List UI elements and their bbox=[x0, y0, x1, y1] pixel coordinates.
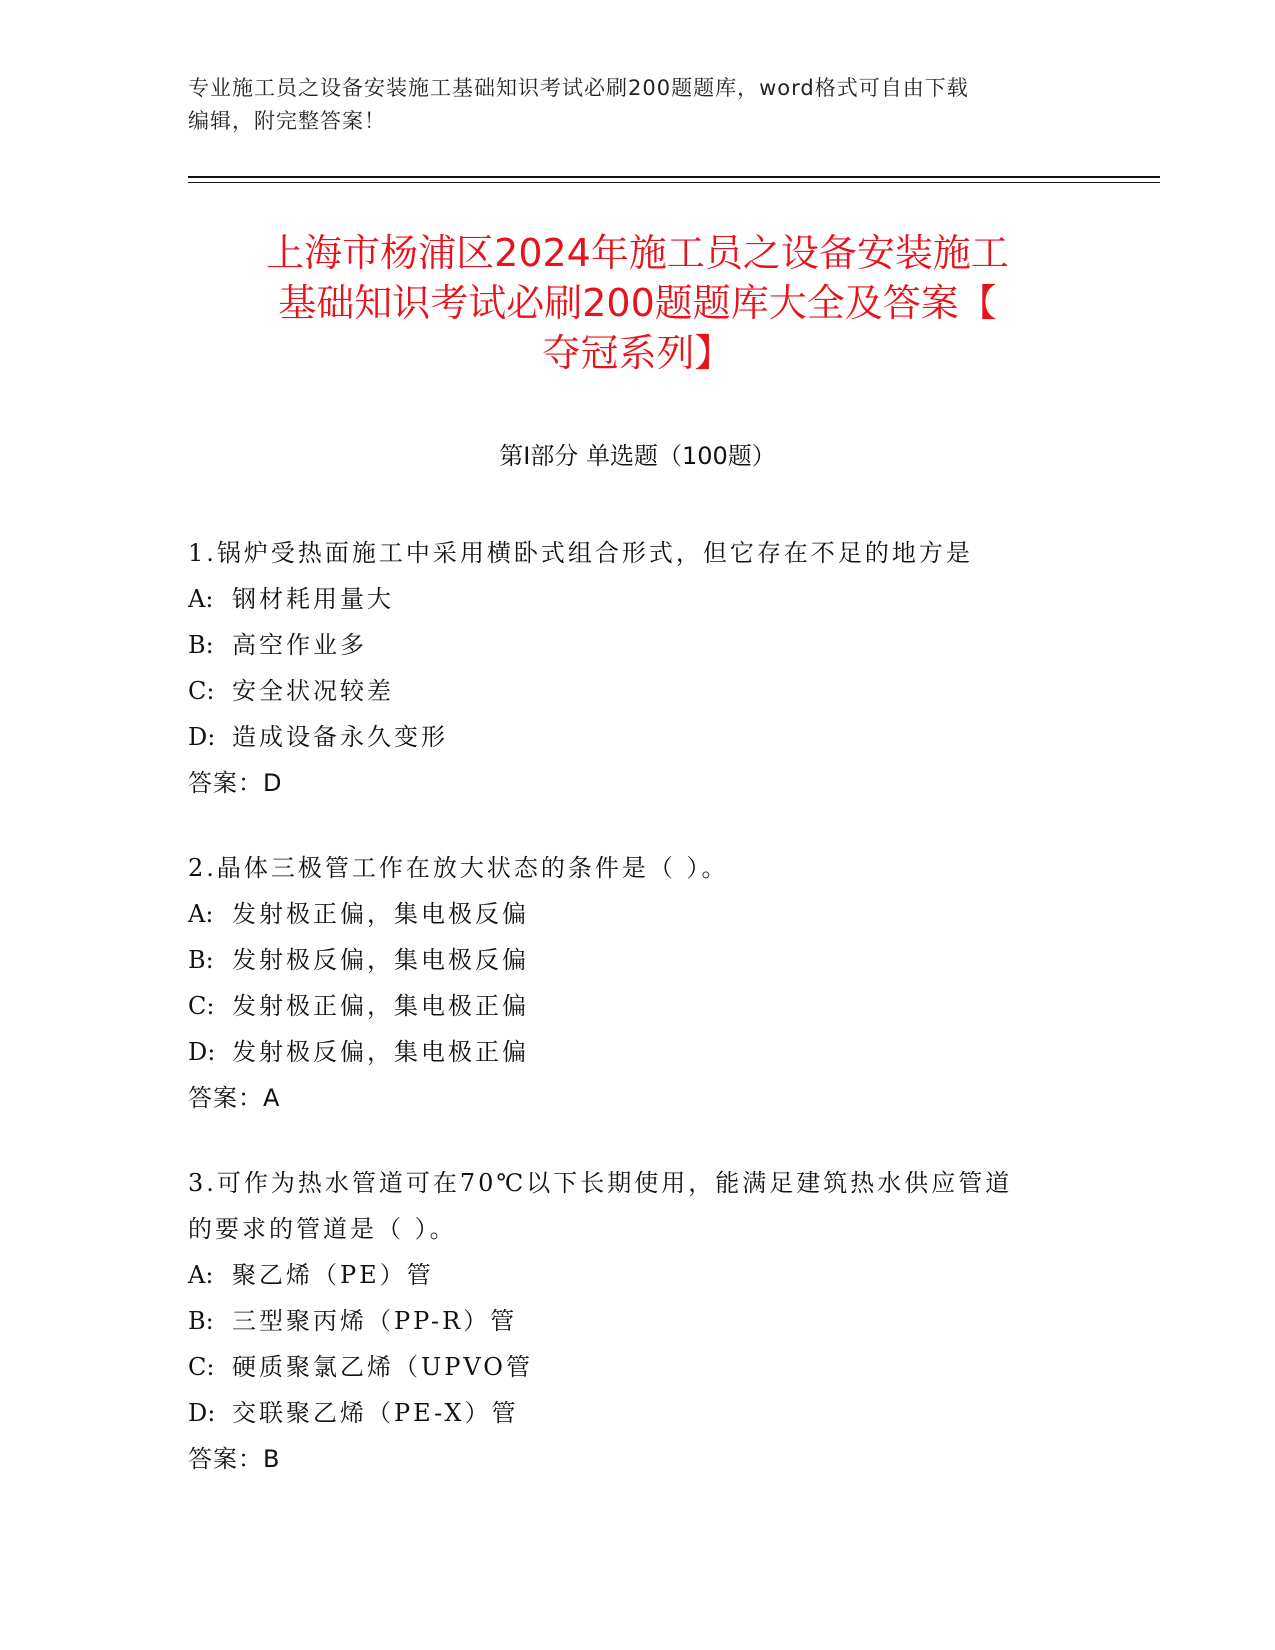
header-divider-thick bbox=[188, 176, 1160, 178]
option-letter: D: bbox=[188, 723, 216, 751]
option-text: 造成设备永久变形 bbox=[232, 723, 448, 751]
option-d bbox=[188, 714, 1088, 760]
question-3 bbox=[188, 1160, 1088, 1482]
option-d bbox=[188, 1390, 1088, 1436]
option-text: 聚乙烯（PE）管 bbox=[232, 1261, 434, 1289]
option-text: 高空作业多 bbox=[232, 631, 367, 659]
question-stem: 1.锅炉受热面施工中采用横卧式组合形式，但它存在不足的地方是 bbox=[188, 539, 973, 567]
header-note bbox=[188, 72, 1088, 138]
option-letter: B: bbox=[188, 946, 214, 974]
question-stem-continued: 的要求的管道是（ ）。 bbox=[188, 1215, 457, 1243]
option-c bbox=[188, 1344, 1088, 1390]
answer: 答案：D bbox=[188, 769, 283, 797]
option-text: 安全状况较差 bbox=[232, 677, 394, 705]
option-text: 发射极正偏，集电极反偏 bbox=[232, 900, 529, 928]
header-note-line1: 专业施工员之设备安装施工基础知识考试必刷200题题库，word格式可自由下载 bbox=[188, 76, 969, 100]
title-line1: 上海市杨浦区2024年施工员之设备安装施工 bbox=[266, 231, 1009, 275]
option-a bbox=[188, 576, 1088, 622]
option-a bbox=[188, 1252, 1088, 1298]
option-letter: D: bbox=[188, 1399, 216, 1427]
option-d bbox=[188, 1029, 1088, 1075]
header-note-line2: 编辑，附完整答案！ bbox=[188, 109, 386, 133]
option-b bbox=[188, 1298, 1088, 1344]
document-title bbox=[150, 228, 1125, 378]
option-text: 发射极反偏，集电极正偏 bbox=[232, 1038, 529, 1066]
option-text: 发射极正偏，集电极正偏 bbox=[232, 992, 529, 1020]
question-2 bbox=[188, 845, 1088, 1121]
title-line3: 夺冠系列】 bbox=[542, 331, 733, 375]
option-letter: B: bbox=[188, 1307, 214, 1335]
option-text: 钢材耗用量大 bbox=[232, 585, 394, 613]
option-text: 交联聚乙烯（PE-X）管 bbox=[232, 1399, 519, 1427]
option-letter: A: bbox=[188, 900, 214, 928]
question-stem: 2.晶体三极管工作在放大状态的条件是（ ）。 bbox=[188, 854, 729, 882]
option-letter: B: bbox=[188, 631, 214, 659]
option-text: 发射极反偏，集电极反偏 bbox=[232, 946, 529, 974]
question-1 bbox=[188, 530, 1088, 806]
option-letter: A: bbox=[188, 1261, 214, 1289]
option-b bbox=[188, 622, 1088, 668]
option-letter: D: bbox=[188, 1038, 216, 1066]
answer: 答案：A bbox=[188, 1084, 281, 1112]
header-divider-thin bbox=[188, 182, 1160, 183]
question-stem: 3.可作为热水管道可在70℃以下长期使用，能满足建筑热水供应管道 bbox=[188, 1169, 1013, 1197]
option-c bbox=[188, 668, 1088, 714]
option-a bbox=[188, 891, 1088, 937]
option-letter: A: bbox=[188, 585, 214, 613]
title-line2: 基础知识考试必刷200题题库大全及答案【 bbox=[278, 281, 997, 325]
option-c bbox=[188, 983, 1088, 1029]
option-letter: C: bbox=[188, 1353, 215, 1381]
option-b bbox=[188, 937, 1088, 983]
question-list bbox=[188, 530, 1088, 1521]
option-letter: C: bbox=[188, 992, 215, 1020]
section-title: 第Ⅰ部分 单选题（100题） bbox=[499, 442, 776, 470]
option-letter: C: bbox=[188, 677, 215, 705]
option-text: 三型聚丙烯（PP-R）管 bbox=[232, 1307, 518, 1335]
option-text: 硬质聚氯乙烯（UPVO管 bbox=[232, 1353, 533, 1381]
answer: 答案：B bbox=[188, 1445, 281, 1473]
